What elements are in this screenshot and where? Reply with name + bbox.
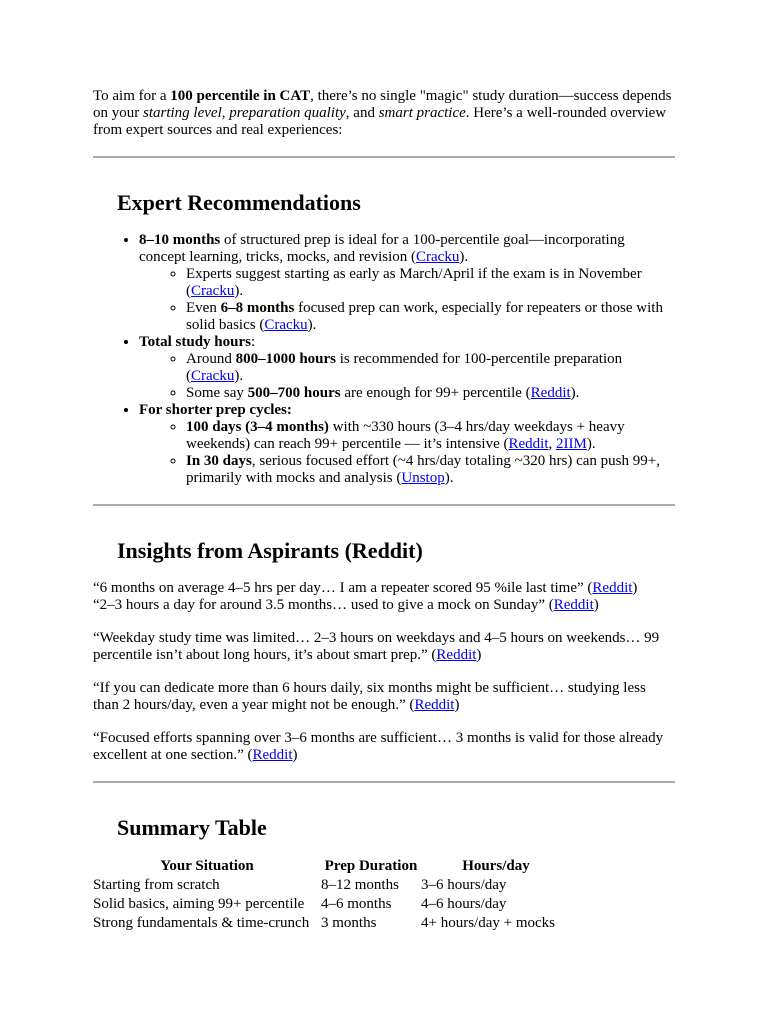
quote-paragraph: “6 months on average 4–5 hrs per day… I am a repeater scored 95 %ile last time” (Reddit) “2–3 hours a day for around 3.5 months… used to give a mock on Sunday” (Reddit) <box>93 580 638 613</box>
table-row <box>93 914 571 933</box>
divider <box>93 156 675 158</box>
divider <box>93 504 675 506</box>
intro-bold: 100 percentile in CAT <box>170 88 311 104</box>
cell-duration: 4–6 months <box>321 896 392 912</box>
list-item: • For shorter prep cycles: ◦ 100 days (3–4 months) with ~330 hours (3–4 hrs/day weekdays + heavy weekends) can reach 99+ percentile — it’s intensive (Reddit, 2IIM). ◦ In 30 days, serious focused effort (~4 hrs/day totaling ~320 hrs) can push 99+, primarily with mocks and analysis (Unstop). <box>139 402 675 487</box>
sub-list <box>139 266 675 334</box>
section-heading-expert: Expert Recommendations <box>117 190 361 215</box>
sub-list <box>139 419 675 487</box>
source-link[interactable]: Reddit <box>553 597 594 613</box>
sub-list-item: ◦ Even 6–8 months focused prep can work, especially for repeaters or those with solid basics (Cracku). <box>186 300 675 334</box>
source-link[interactable]: Reddit <box>414 697 455 713</box>
source-link[interactable]: Cracku <box>264 317 308 333</box>
source-link[interactable]: Unstop <box>401 470 445 486</box>
cell-situation: Strong fundamentals & time-crunch <box>93 915 310 931</box>
table-row <box>93 876 571 895</box>
table-header-row <box>93 857 571 876</box>
sub-list <box>139 351 675 402</box>
cell-duration: 3 months <box>321 915 377 931</box>
list-item: • 8–10 months of structured prep is ideal for a 100-percentile goal—incorporating concept learning, tricks, mocks, and revision (Cracku). ◦ Experts suggest starting as early as March/April if the exam is in November (Cracku). ◦ Even 6–8 months focused prep can work, especially for repeaters or those with solid basics (Cracku). <box>139 232 675 334</box>
source-link[interactable]: Reddit <box>530 385 571 401</box>
source-link[interactable]: Cracku <box>416 249 460 265</box>
column-header-duration: Prep Duration <box>324 858 418 874</box>
source-link[interactable]: Reddit <box>252 747 293 763</box>
quote-paragraph: “Weekday study time was limited… 2–3 hours on weekdays and 4–5 hours on weekends… 99 percentile isn’t about long hours, it’s about smart prep.” (Reddit) <box>93 630 660 663</box>
source-link[interactable]: Reddit <box>436 647 477 663</box>
section-heading-summary: Summary Table <box>117 815 267 840</box>
source-link[interactable]: 2IIM <box>556 436 587 452</box>
divider <box>93 781 675 783</box>
quote-paragraph: “If you can dedicate more than 6 hours daily, six months might be sufficient… studying less than 2 hours/day, even a year might not be enough.” (Reddit) <box>93 680 646 713</box>
cell-hours: 4–6 hours/day <box>421 896 507 912</box>
source-link[interactable]: Cracku <box>191 368 235 384</box>
cell-situation: Starting from scratch <box>93 877 220 893</box>
list-item: • Total study hours: ◦ Around 800–1000 hours is recommended for 100-percentile preparation (Cracku). ◦ Some say 500–700 hours are enough for 99+ percentile (Reddit). <box>139 334 675 402</box>
source-link[interactable]: Reddit <box>592 580 633 596</box>
cell-hours: 4+ hours/day + mocks <box>421 915 555 931</box>
sub-list-item: ◦ Some say 500–700 hours are enough for 99+ percentile (Reddit). <box>186 385 675 402</box>
summary-table <box>93 857 571 933</box>
sub-list-item: ◦ Around 800–1000 hours is recommended for 100-percentile preparation (Cracku). <box>186 351 675 385</box>
sub-list-item: ◦ Experts suggest starting as early as March/April if the exam is in November (Cracku). <box>186 266 675 300</box>
table-row <box>93 895 571 914</box>
sub-list-item: ◦ 100 days (3–4 months) with ~330 hours (3–4 hrs/day weekdays + heavy weekends) can reach 99+ percentile — it’s intensive (Reddit, 2IIM). <box>186 419 675 453</box>
cell-hours: 3–6 hours/day <box>421 877 507 893</box>
quote-paragraph: “Focused efforts spanning over 3–6 months are sufficient… 3 months is valid for those already excellent at one section.” (Reddit) <box>93 730 664 763</box>
section-heading-insights: Insights from Aspirants (Reddit) <box>117 538 423 563</box>
expert-list <box>93 232 675 487</box>
cell-situation: Solid basics, aiming 99+ percentile <box>93 896 305 912</box>
intro-paragraph: To aim for a 100 percentile in CAT, there’s no single "magic" study duration—success depends on your starting level, preparation quality, and smart practice. Here’s a well-rounded overview from expert sources and real experiences: <box>93 88 672 138</box>
cell-duration: 8–12 months <box>321 877 399 893</box>
sub-list-item: ◦ In 30 days, serious focused effort (~4 hrs/day totaling ~320 hrs) can push 99+, primarily with mocks and analysis (Unstop). <box>186 453 675 487</box>
column-header-situation: Your Situation <box>160 858 254 874</box>
source-link[interactable]: Cracku <box>191 283 235 299</box>
column-header-hours: Hours/day <box>462 858 530 874</box>
source-link[interactable]: Reddit <box>508 436 549 452</box>
document-content <box>93 88 675 933</box>
